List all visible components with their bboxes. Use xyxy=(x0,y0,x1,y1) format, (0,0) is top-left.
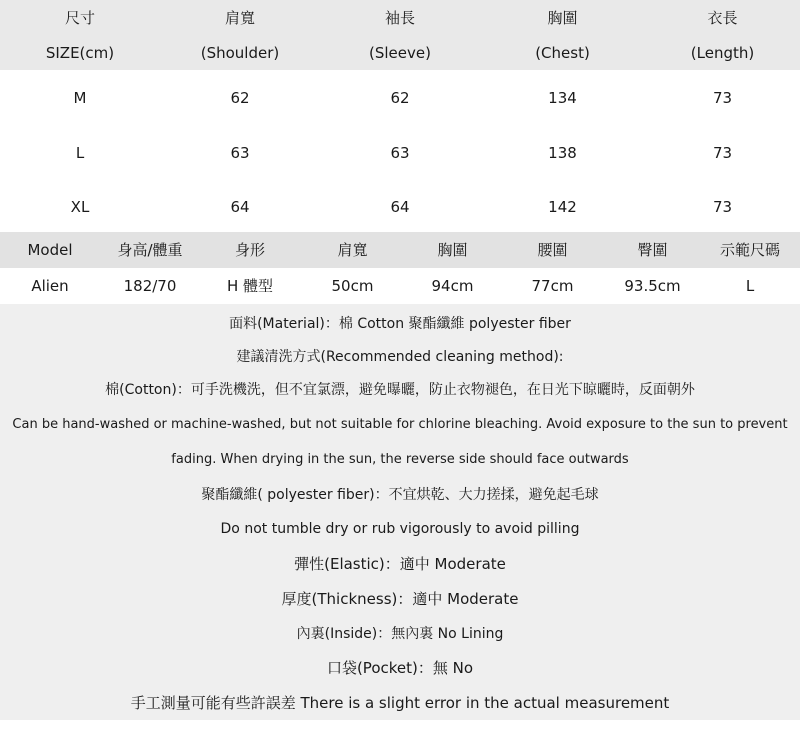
cotton-care-en-line2: fading. When drying in the sun, the reverse side should face outwards xyxy=(171,452,629,467)
shoulder-value: 64 xyxy=(230,198,250,216)
measurement-error-note: 手工測量可能有些許誤差 There is a slight error in the actual measurement xyxy=(130,694,670,712)
size-table-header xyxy=(0,0,800,70)
polyester-care-en: Do not tumble dry or rub vigorously to avoid pilling xyxy=(220,521,580,537)
header-size-zh: 尺寸 xyxy=(64,9,95,27)
header-shoulder-en: (Shoulder) xyxy=(200,44,280,62)
header-shoulder-zh: 肩寬 xyxy=(224,9,255,27)
model-name: Alien xyxy=(31,277,69,295)
header-length-en: (Length) xyxy=(690,44,755,62)
model-header-hip: 臀圍 xyxy=(637,241,668,259)
model-header-waist: 腰圍 xyxy=(537,241,568,259)
care-notes xyxy=(0,304,800,720)
inside-note: 內裏(Inside)：無內裏 No Lining xyxy=(296,626,504,642)
model-height-weight: 182/70 xyxy=(123,277,177,295)
size-table-body xyxy=(0,70,800,232)
sleeve-value: 64 xyxy=(390,198,410,216)
model-body-shape: H 體型 xyxy=(226,277,274,295)
cotton-care-en-line1: Can be hand-washed or machine-washed, but not suitable for chlorine bleaching. Avoid exposure to the sun to prevent xyxy=(12,417,788,432)
shoulder-value: 63 xyxy=(230,144,250,162)
chest-value: 134 xyxy=(548,89,577,107)
header-size-en: SIZE(cm) xyxy=(45,44,115,62)
cleaning-title: 建議清洗方式(Recommended cleaning method): xyxy=(236,349,564,365)
header-length-zh: 衣長 xyxy=(707,9,738,27)
shoulder-value: 62 xyxy=(230,89,250,107)
model-header-height-weight: 身高/體重 xyxy=(117,241,183,259)
size-label: XL xyxy=(70,198,90,216)
model-header-model: Model xyxy=(27,241,73,259)
header-sleeve-zh: 袖長 xyxy=(384,9,415,27)
model-table-header xyxy=(0,232,800,268)
model-header-chest: 胸圍 xyxy=(437,241,468,259)
model-size-worn: L xyxy=(745,277,755,295)
elastic-note: 彈性(Elastic)：適中 Moderate xyxy=(294,555,506,573)
model-waist: 77cm xyxy=(531,277,574,295)
model-header-body-shape: 身形 xyxy=(234,241,265,259)
cotton-care-zh: 棉(Cotton)：可手洗機洗，但不宜氯漂，避免曝曬，防止衣物褪色，在日光下晾曬時，反面朝外 xyxy=(105,382,695,398)
polyester-care-zh: 聚酯纖維( polyester fiber)：不宜烘乾、大力搓揉，避免起毛球 xyxy=(201,487,599,503)
size-label: M xyxy=(73,89,87,107)
model-table-row xyxy=(0,268,800,304)
header-sleeve-en: (Sleeve) xyxy=(369,44,431,62)
pocket-note: 口袋(Pocket)：無 No xyxy=(326,659,474,677)
sleeve-value: 62 xyxy=(390,89,410,107)
model-header-size-worn: 示範尺碼 xyxy=(719,241,780,259)
model-shoulder: 50cm xyxy=(331,277,374,295)
material-note: 面料(Material)：棉 Cotton 聚酯纖維 polyester fiber xyxy=(229,316,571,332)
model-header-shoulder: 肩寬 xyxy=(337,241,368,259)
length-value: 73 xyxy=(712,89,733,107)
length-value: 73 xyxy=(712,198,733,216)
header-chest-en: (Chest) xyxy=(535,44,590,62)
model-hip: 93.5cm xyxy=(624,277,681,295)
chest-value: 142 xyxy=(548,198,577,216)
thickness-note: 厚度(Thickness)：適中 Moderate xyxy=(281,590,519,608)
chest-value: 138 xyxy=(548,144,577,162)
size-label: L xyxy=(75,144,85,162)
model-chest: 94cm xyxy=(431,277,474,295)
length-value: 73 xyxy=(712,144,733,162)
header-chest-zh: 胸圍 xyxy=(547,9,578,27)
sleeve-value: 63 xyxy=(390,144,410,162)
